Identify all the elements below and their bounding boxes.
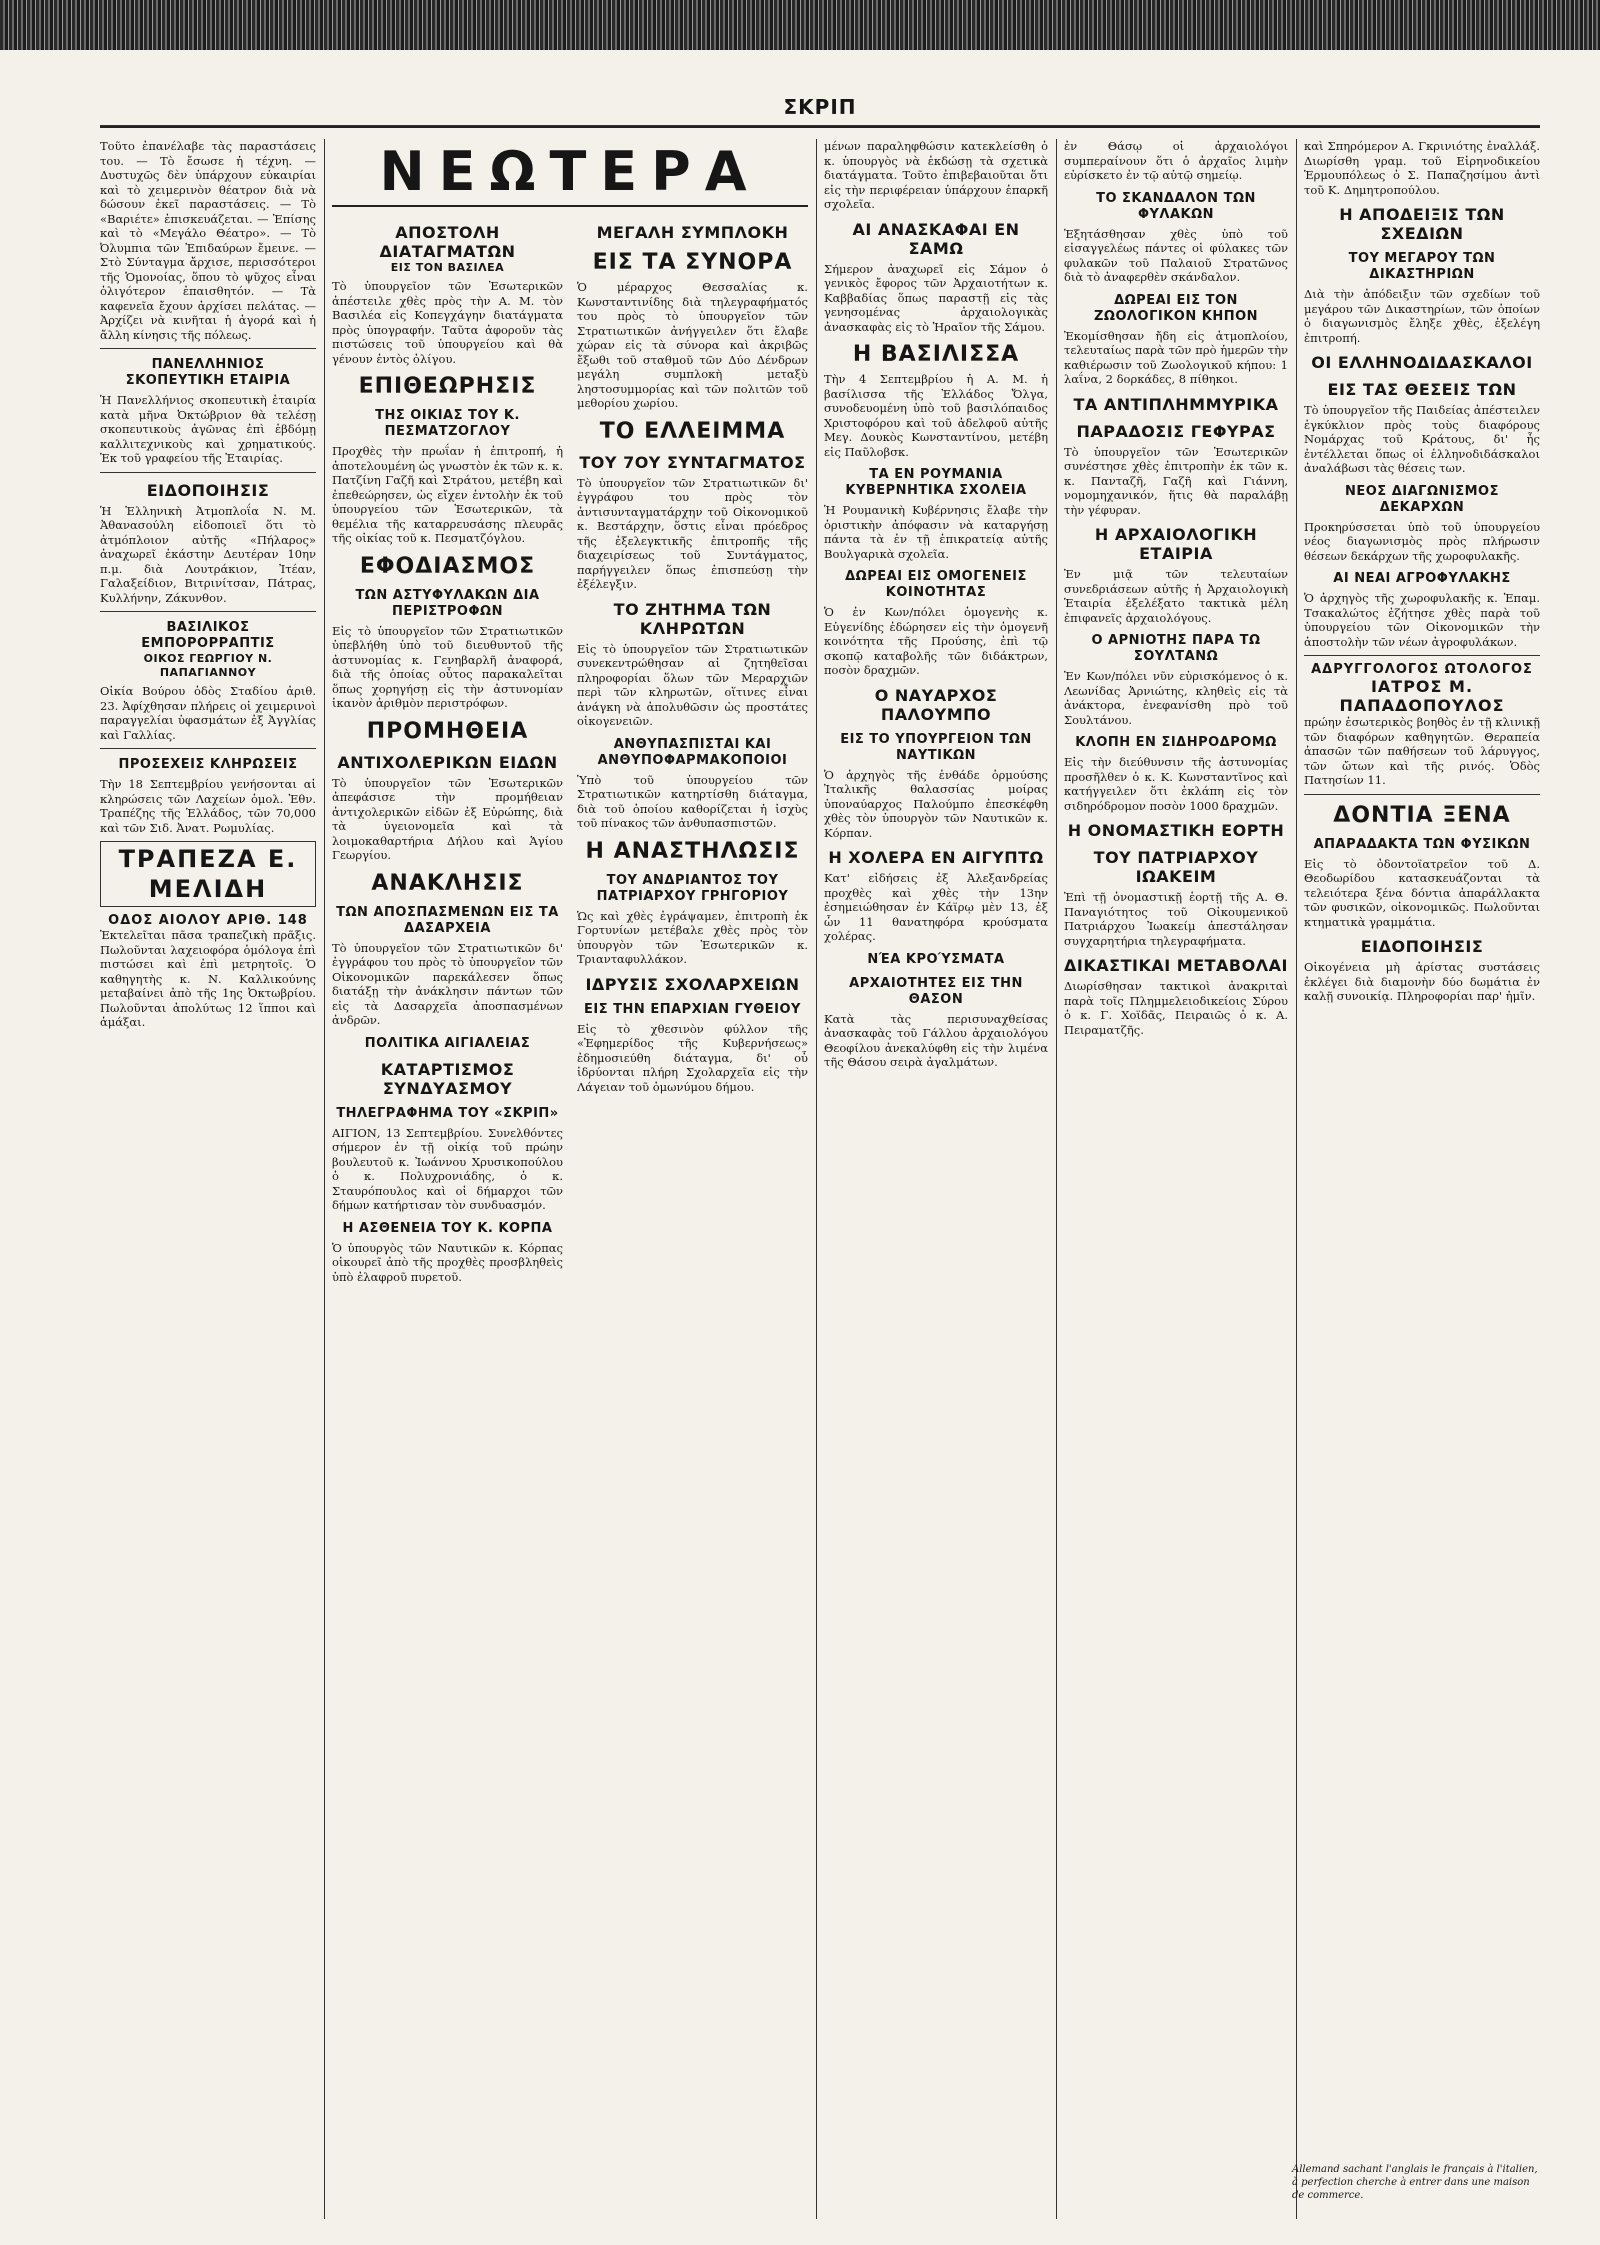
scan-top-edge — [0, 0, 1600, 50]
article-text: Ὁ ἀρχηγὸς τῆς ἐνθάδε ὁρμούσης Ἰταλικῆς θαλασσίας μοίρας ὑποναύαρχος Παλούμπο ἐπεσκέφθη χθὲς τὸν ὑπουργὸν τῶν Ναυτικῶν κ. Κόρπαν. — [824, 767, 1048, 840]
column-rule — [816, 139, 817, 2219]
headline: Ο ΑΡΝΙΟΤΗΣ ΠΑΡΑ ΤΩ ΣΟΥΛΤΑΝΩ — [1091, 633, 1261, 664]
headline-subline: ΤΗΣ ΟΙΚΙΑΣ ΤΟΥ Κ. ΠΕΣΜΑΤΖΟΓΛΟΥ — [375, 408, 520, 439]
article-text: Τὴν 4 Σεπτεμβρίου ἡ Α. Μ. ἡ βασίλισσα τῆς Ἑλλάδος Ὄλγα, συνοδευομένη ὑπὸ τοῦ βασιλόπαιδος Χριστοφόρου καὶ τοῦ ἀδελφοῦ αὐτῆς Μεγ. Δουκὸς Κωνσταντίνου, μετέβη εἰς Παῦλοβσκ. — [824, 372, 1048, 459]
headline-subline: ΝΈΑ ΚΡΟΎΣΜΑΤΑ — [867, 951, 1005, 967]
headline: ΑΙ ΑΝΑΣΚΑΦΑΙ ΕΝ ΣΑΜΩ — [852, 219, 1020, 258]
headline-subline: ΟΙΚΟΣ ΓΕΩΡΓΙΟΥ Ν. ΠΑΠΑΓΙΑΝΝΟΥ — [143, 652, 273, 679]
headline: ΟΙ ΕΛΛΗΝΟΔΙΔΑΣΚΑΛΟΙ — [1311, 353, 1533, 372]
column-rule — [324, 139, 325, 2219]
article-text: Ἡ Ρουμανικὴ Κυβέρνησις ἔλαβε τὴν ὁριστικὴν ἀπόφασιν νὰ καταργήσῃ πάντα τὰ ἐν τῇ ἐπικρατείᾳ αὐτῆς Βουλγαρικὰ σχολεῖα. — [824, 503, 1048, 561]
headline: ΠΑΝΕΛΛΗΝΙΟΣ ΣΚΟΠΕΥΤΙΚΗ ΕΤΑΙΡΙΑ — [125, 357, 291, 388]
column-5 — [1064, 139, 1288, 2219]
headline: Ο ΝΑΥΑΡΧΟΣ ΠΑΛΟΥΜΠΟ — [874, 685, 998, 724]
article-text: ΑΙΓΙΟΝ, 13 Σεπτεμβρίου. Συνελθόντες σήμερον ἐν τῇ οἰκίᾳ τοῦ πρώην βουλευτοῦ κ. Ἰωάννου Χρυσικοπούλου ὁ κ. Πολυχρονιάδης, ὁ κ. Σταυρόπουλος καὶ οἱ δήμαρχοι τῶν δήμων κατήρτισαν τὸν συνδυασμόν. — [332, 1125, 563, 1212]
article-text: Διωρίσθησαν τακτικοὶ ἀνακριταὶ παρὰ τοῖς Πλημμελειοδικείοις Σύρου ὁ κ. Γ. Χοϊδᾶς, Πειραιῶς ὁ κ. Α. Πειραματζῆς. — [1064, 979, 1288, 1037]
headline: ΤΑ ΕΝ ΡΟΥΜΑΝΙΑ ΚΥΒΕΡΝΗΤΙΚΑ ΣΧΟΛΕΙΑ — [845, 467, 1027, 498]
article-text: Ὑπὸ τοῦ ὑπουργείου τῶν Στρατιωτικῶν κατηρτίσθη διάταγμα, διὰ τοῦ ὁποίου καθορίζεται ἡ ἰσχὺς τοῦ πίνακος τῶν ἀνθυπασπιστῶν. — [577, 772, 808, 830]
article-text: Ὡς καὶ χθὲς ἐγράψαμεν, ἐπιτροπὴ ἐκ Γορτυνίων μετέβαλε χθὲς πρὸς τὸν ὑπουργὸν τῶν Ἐσωτερικῶν κ. Τριανταφυλλάκον. — [577, 908, 808, 966]
headline-subline: ΑΠΑΡΑΔΑΚΤΑ ΤΩΝ ΦΥΣΙΚΩΝ — [1313, 836, 1531, 852]
article-text: Τὸ ὑπουργεῖον τῶν Στρατιωτικῶν δι' ἐγγράφου του πρὸς τὸ ὑπουργεῖον τῶν Οἰκονομικῶν παρεκάλεσεν ὅπως διατάξῃ τὴν ἀνάκλησιν πάντων τῶν εἰς τὰ Δασαρχεῖα ἀποσπασμένων ἀνδρῶν. — [332, 940, 563, 1027]
headline: ΑΝΘΥΠΑΣΠΙΣΤΑΙ ΚΑΙ ΑΝΘΥΠΟΦΑΡΜΑΚΟΠΟΙΟΙ — [597, 736, 788, 768]
article-text: Τὸ ὑπουργεῖον τῶν Ἐσωτερικῶν ἀπέστειλε χθὲς πρὸς τὴν Α. Μ. τὸν Βασιλέα εἰς Κοπεγχάγην διατάγματα πρὸς ὑπογραφήν. Ταῦτα ἀφοροῦν τὰς πιστώσεις τοῦ ὑπουργείου καὶ θὰ γένουν ἐντὸς ὀλίγου. — [332, 279, 563, 366]
headline-line: ΜΕΓΑΛΗ ΣΥΜΠΛΟΚΗ — [596, 223, 789, 242]
headline: Η ΑΠΟΔΕΙΞΙΣ ΤΩΝ ΣΧΕΔΙΩΝ — [1339, 205, 1505, 243]
headline: ΕΠΙΘΕΩΡΗΣΙΣ — [358, 374, 537, 399]
article-text: Τὸ ὑπουργεῖον τῶν Στρατιωτικῶν δι' ἐγγράφου του πρὸς τὸν ἀντισυνταγματάρχην τοῦ Οἰκονομικοῦ κ. Βεστάρχην, ὅστις εἶναι πρόεδρος τῆς ἐξελεγκτικῆς ἐπιτροπῆς τῆς διαχειρίσεως τοῦ Συντάγματος, παρήγγειλεν ὅπως ἐπισπεύσῃ τὴν ἐξέλεγξιν. — [577, 475, 808, 591]
headline: Η ΟΝΟΜΑΣΤΙΚΗ ΕΟΡΤΗ — [1067, 821, 1285, 840]
headline: Η ΧΟΛΕΡΑ ΕΝ ΑΙΓΥΠΤΩ — [828, 848, 1044, 867]
article-text: Ἐκτελεῖται πᾶσα τραπεζικὴ πρᾶξις. Πωλοῦνται λαχειοφόρα ὁμόλογα ἐπὶ πιστώσει καὶ ἐπὶ μετρητοῖς. Ὁ καθηγητὴς κ. Ν. Καλλικούνης μεταβαίνει ἀπὸ τῆς 1ης Ὀκτωβρίου. Πωλοῦνται ἀπολύτως 12 ἵπποι καὶ ἁμάξαι. — [100, 928, 316, 1029]
article-text: Ἐν μιᾷ τῶν τελευταίων συνεδριάσεων αὐτῆς ἡ Ἀρχαιολογικὴ Ἑταιρία ἐξελέξατο τακτικὰ μέλη ἐπιφανεῖς ἀρχαιολόγους. — [1064, 567, 1288, 625]
headline — [100, 620, 316, 680]
headline: ΤΑ ΑΝΤΙΠΛΗΜΜΥΡΙΚΑ — [1073, 394, 1279, 414]
doctor-ad-title: ΑΔΡΥΓΓΟΛΟΓΟΣ ΩΤΟΛΟΓΟΣ — [1311, 662, 1533, 677]
headline: ΕΦΟΔΙΑΣΜΟΣ — [359, 553, 536, 579]
headline-subline: ΑΝΤΙΧΟΛΕΡΙΚΩΝ ΕΙΔΩΝ — [337, 752, 558, 772]
divider — [100, 611, 316, 612]
article-text: Εἰς τὴν διεύθυνσιν τῆς ἀστυνομίας προσῆλθεν ὁ κ. Κ. Κωνσταντῖνος καὶ κατήγγειλεν ὅτι ἐκλάπη εἰς τὸν σιδηρόδρομον ποσὸν 1000 δραχμῶν. — [1064, 755, 1288, 813]
column-rule — [1056, 139, 1057, 2219]
article-text: Σήμερον ἀναχωρεῖ εἰς Σάμον ὁ γενικὸς ἔφορος τῶν Ἀρχαιοτήτων κ. Καββαδίας ὅπως παραστῇ εἰς τὰς γενησομένας ἀρχαιολογικὰς ἀνασκαφὰς εἰς τὸ Ἡραῖον τῆς Σάμου. — [824, 261, 1048, 334]
headline: ΠΟΛΙΤΙΚΑ ΑΙΓΙΑΛΕΙΑΣ — [364, 1035, 531, 1051]
article-text: Ὁ ἀρχηγὸς τῆς χωροφυλακῆς κ. Ἐπαμ. Τσακαλώτος ἐζήτησε χθὲς παρὰ τοῦ ὑπουργείου τῶν Οἰκονομικῶν τὴν ἀποστολὴν τῶν νέων ἀγροφυλάκων. — [1304, 591, 1540, 649]
doctor-ad-name: ΙΑΤΡΟΣ Μ. ΠΑΠΑΔΟΠΟΥΛΟΣ — [1339, 677, 1505, 715]
headline: Η ΑΝΑΣΤΗΛΩΣΙΣ — [585, 838, 800, 864]
headline: Η ΑΣΘΕΝΕΙΑ ΤΟΥ Κ. ΚΟΡΠΑ — [342, 1220, 553, 1236]
masthead-rule — [100, 125, 1540, 128]
headline: ΤΟ ΕΛΛΕΙΜΜΑ — [599, 418, 786, 444]
article-text: Διὰ τὴν ἀπόδειξιν τῶν σχεδίων τοῦ μεγάρου τῶν Δικαστηρίων, τῶν ὁποίων ὁ διαγωνισμὸς ἔληξε χθὲς, ἐξελέγη ἐπιτροπή. — [1304, 287, 1540, 345]
column-3 — [577, 215, 808, 1288]
column-2 — [332, 215, 563, 1288]
headline: ΠΡΟΣΕΧΕΙΣ ΚΛΗΡΩΣΕΙΣ — [118, 757, 298, 772]
article-text: Τὸ ὑπουργεῖον τῶν Ἐσωτερικῶν συνέστησε χθὲς ἐπιτροπὴν ἐκ τῶν κ. κ. Πανταζῆ, Γαζῆ καὶ Γιάννη, νομομηχανικόν, ἥτις θὰ παραλάβῃ τὴν γέφυραν. — [1064, 444, 1288, 517]
divider — [1304, 794, 1540, 795]
column-rule — [1296, 139, 1297, 2219]
headline-line: ΑΠΟΣΤΟΛΗ ΔΙΑΤΑΓΜΑΤΩΝ — [379, 223, 516, 261]
article-text: Οἰκία Βούρου ὁδὸς Σταδίου ἀριθ. 23. Ἀφίχθησαν πλήρεις οἱ χειμερινοὶ παραγγελίαι ὑφασμάτων ἐξ Ἀγγλίας καὶ Γαλλίας. — [100, 684, 316, 742]
article-text: Ἐκομίσθησαν ἤδη εἰς ἀτμοπλοίου, τελευταίως παρὰ τῶν πρὸ ἡμερῶν τὴν καθιέρωσιν τοῦ Ζωολογικοῦ κήπου: 1 λαΐνα, 2 δορκάδες, 8 πίθηκοι. — [1064, 328, 1288, 386]
article-text: Τὸ ὑπουργεῖον τῶν Ἐσωτερικῶν ἀπεφάσισε τὴν προμήθειαν ἀντιχολερικῶν εἰδῶν ἐξ Εὐρώπης, διὰ τὰ ὑγειονομεῖα καὶ τὰ λοιμοκαθαρτήρια Δήλου καὶ Ἁγίου Γεωργίου. — [332, 775, 563, 862]
headline: ΑΙ ΝΕΑΙ ΑΓΡΟΦΥΛΑΚΗΣ — [1333, 571, 1511, 586]
article-text: Ἡ Πανελλήνιος σκοπευτικὴ ἑταιρία κατὰ μῆνα Ὀκτώβριον θὰ τελέσῃ σκοπευτικοὺς ἀγῶνας ἐπὶ ἑβδόμῃ καλλιτεχνικοὺς καὶ χρηματικούς. Ἐκ τοῦ γραφείου τῆς Ἑταιρίας. — [100, 393, 316, 465]
divider — [100, 748, 316, 749]
headline — [332, 223, 563, 275]
headline-subline: ΤΟΥ 7ΟΥ ΣΥΝΤΑΓΜΑΤΟΣ — [579, 452, 806, 472]
article-text: πρώην ἐσωτερικὸς βοηθὸς ἐν τῇ κλινικῇ τῶν διαφόρων καθηγητῶν. Θεραπεία ἁπασῶν τῶν παθήσεων τοῦ λάρυγγος, τῶν ὤτων καὶ τῆς ρινός. Ὁδὸς Πατησίων 11. — [1304, 715, 1540, 787]
divider — [100, 348, 316, 349]
headline: ΑΡΧΑΙΟΤΗΤΕΣ ΕΙΣ ΤΗΝ ΘΑΣΟΝ — [849, 975, 1023, 1007]
headline-subline: ΕΙΣ ΤΗΝ ΕΠΑΡΧΙΑΝ ΓΥΘΕΙΟΥ — [584, 1001, 801, 1017]
article-text: Προκηρύσσεται ὑπὸ τοῦ ὑπουργείου νέος διαγωνισμὸς πρὸς πλήρωσιν θέσεων δεκάρχων τῆς χωροφυλακῆς. — [1304, 519, 1540, 563]
headline-subline: ΕΙΣ ΤΟΝ ΒΑΣΙΛΕΑ — [390, 261, 505, 274]
newspaper-page — [100, 95, 1540, 2225]
article-text: Τὸ ὑπουργεῖον τῆς Παιδείας ἀπέστειλεν ἐγκύκλιον πρὸς τοὺς διαφόρους Νομάρχας τοῦ Κράτους, δι' ἧς ἐντέλλεται ὅπως οἱ ἑλληνοδιδάσκαλοι ἀναλάβωσι τὰς θέσεις των. — [1304, 403, 1540, 475]
divider — [100, 472, 316, 473]
columns — [100, 139, 1540, 2219]
headline-subline: ΤΟΥ ΠΑΤΡΙΑΡΧΟΥ ΙΩΑΚΕΙΜ — [1093, 848, 1259, 886]
article-text: Ὁ ὑπουργὸς τῶν Ναυτικῶν κ. Κόρπας οἰκουρεῖ ἀπὸ τῆς προχθὲς προσβληθεὶς ὑπὸ ἐλαφροῦ πυρετοῦ. — [332, 1240, 563, 1284]
article-text: Ὁ μέραρχος Θεσσαλίας κ. Κωνσταντινίδης διὰ τηλεγραφήματός του πρὸς τὸ ὑπουργεῖον τῶν Στρατιωτικῶν ἀνήγγειλεν ὅτι ἔλαβε χώραν εἰς τὰ σύνορα καὶ ἀκριβῶς ἔξωθι τοῦ σταθμοῦ τῶν Δύο Δένδρων μεγάλη συμπλοκὴ μεταξὺ ληστοσυμμορίας καὶ τῶν πολιτῶν τοῦ μεθορίου χωρίου. — [577, 280, 808, 410]
article-text: Ὁ ἐν Κων/πόλει ὁμογενὴς κ. Εὐγενίδης ἐδώρησεν εἰς τὴν ὁμογενῆ κοινότητα τῆς Προύσης, ἐπὶ τῷ σκοπῷ καταβολῆς τῶν διδάκτρων, ποσὸν δραχμῶν. — [824, 605, 1048, 677]
article-text: Ἐπὶ τῇ ὀνομαστικῇ ἑορτῇ τῆς Α. Θ. Παναγιότητος τοῦ Οἰκουμενικοῦ Πατριάρχου Ἰωακείμ ἀπεστάλησαν συγχαρητήρια τηλεγραφήματα. — [1064, 890, 1288, 948]
article-text: Τοῦτο ἐπανέλαβε τὰς παραστάσεις του. — Τὸ ἔσωσε ἡ τέχνη. — Δυστυχῶς δὲν ὑπάρχουν εὐκαιρίαι καὶ τὸ χειμερινὸν θέατρον διὰ νὰ δώσουν ἐκεῖ παραστάσεις. — Τὸ «Βαριέτε» ἐπισκευάζεται. — Ἐπίσης καὶ τὸ «Μεγάλο Θέατρο». — Τὸ Ὀλυμπια τῶν Ἐπιδαύρων ἔμεινε. — Στὸ Σύνταγμα ἄρχισε, περισσότεροι τῆς Ὁμονοίας, ὅπου τὸ ψῦχος εἶναι ὀλιγότερον ἐπαισθητόν. — Τὰ καφενεῖα ἔχουν ἀρχίσει πελάτας. — Ἀρχίζει νὰ κινῆται ἡ ἀγορά καὶ ἡ ἄλλη κίνησις τῆς πόλεως. — [100, 139, 316, 342]
article-text: καὶ Σπηρόμερον Α. Γκρινιότης ἐναλλάξ. Διωρίσθη γραμ. τοῦ Εἰρηνοδικείου Ἑρμουπόλεως ὁ Σ. Παπαζησίμου ἀντὶ τοῦ Κ. Δημητροπούλου. — [1304, 139, 1540, 197]
headline — [577, 223, 808, 242]
article-text: ἐν Θάσῳ οἱ ἀρχαιολόγοι συμπεραίνουν ὅτι ὁ ἀρχαῖος λιμὴν εὑρίσκετο ἐν τῷ αὐτῷ σημείῳ. — [1064, 139, 1288, 182]
headline: ΔΩΡΕΑΙ ΕΙΣ ΤΟΝ ΖΩΟΛΟΓΙΚΟΝ ΚΗΠΟΝ — [1093, 292, 1259, 324]
headline: ΑΝΑΚΛΗΣΙΣ — [371, 870, 524, 896]
headline: ΕΙΔΟΠΟΙΗΣΙΣ — [1360, 937, 1484, 956]
headline-subline: ΕΙΣ ΤΑΣ ΘΕΣΕΙΣ ΤΩΝ — [1327, 380, 1517, 399]
headline: ΤΟ ΣΚΑΝΔΑΛΟΝ ΤΩΝ ΦΥΛΑΚΩΝ — [1096, 190, 1256, 222]
divider — [1304, 655, 1540, 656]
article-text: Ἡ Ἑλληνικὴ Ἀτμοπλοΐα Ν. Μ. Ἀθανασούλη εἰδοποιεῖ ὅτι τὸ ἀτμόπλοιον αὐτῆς «Πήλαρος» ἀναχωρεῖ ἐκάστην Δευτέραν 10ην π.μ. διὰ Λουτράκιον, Ἰτέαν, Γαλαξείδιον, Βιτρινίτσαν, Πάτρας, Κυλλήνην, Ζάκυνθον. — [100, 503, 316, 605]
article-text: Οἰκογένεια μὴ ἀρίστας συστάσεις ἐκλέγει διὰ διαμονὴν δύο δωμάτια ἐν καλῇ συνοικίᾳ. Πληροφορίαι παρ' ἡμῖν. — [1304, 960, 1540, 1003]
headline: ΠΡΟΜΗΘΕΙΑ — [366, 718, 529, 744]
bank-ad-title: ΤΡΑΠΕΖΑ Ε. ΜΕΛΙΔΗ — [100, 841, 316, 907]
headline-subline: ΤΩΝ ΑΠΟΣΠΑΣΜΕΝΩΝ ΕΙΣ ΤΑ ΔΑΣΑΡΧΕΙΑ — [336, 904, 559, 936]
news-section — [332, 139, 808, 2219]
headline: Η ΒΑΣΙΛΙΣΣΑ — [852, 342, 1020, 367]
article-text: Εἰς τὸ ὑπουργεῖον τῶν Στρατιωτικῶν ὑπεβλήθη ὑπὸ τοῦ διευθυντοῦ τῆς ἀστυνομίας κ. Γενηβαρλῆ ἀναφορά, διὰ τῆς ὁποίας οὗτος παρακαλεῖται ὅπως χορηγήσῃ εἰς τὴν ἀστυνομίαν ἱκανὸν ἀριθμὸν περιστρόφων. — [332, 623, 563, 710]
article-text: Τὴν 18 Σεπτεμβρίου γενήσονται αἱ κληρώσεις τῶν Λαχείων ὁμολ. Ἐθν. Τραπέζης τῆς Ἑλλάδος, τῶν 70,000 καὶ τῶν Σιδ. Ἀνατ. Ρωμυλίας. — [100, 777, 316, 835]
headline-subline: ΤΗΛΕΓΡΑΦΗΜΑ ΤΟΥ «ΣΚΡΙΠ» — [336, 1105, 559, 1121]
headline-subline: ΤΟΥ ΜΕΓΑΡΟΥ ΤΩΝ ΔΙΚΑΣΤΗΡΙΩΝ — [1348, 251, 1496, 282]
headline-subline: ΕΙΣ ΤΑ ΣΥΝΟΡΑ — [592, 250, 793, 275]
headline-subline: ΤΩΝ ΑΣΤΥΦΥΛΑΚΩΝ ΔΙΑ ΠΕΡΙΣΤΡΟΦΩΝ — [355, 587, 540, 619]
column-6 — [1304, 139, 1540, 2219]
headline-subline: ΕΙΣ ΤΟ ΥΠΟΥΡΓΕΙΟΝ ΤΩΝ ΝΑΥΤΙΚΩΝ — [840, 731, 1032, 763]
masthead-title: ΣΚΡΙΠ — [783, 95, 857, 119]
article-text: Εἰς τὸ ὑπουργεῖον τῶν Στρατιωτικῶν συνεκεντρώθησαν αἱ ζητηθεῖσαι πληροφορίαι ὅλων τῶν Μεραρχιῶν περὶ τῶν κληρωτῶν, οἵτινες εἶναι ἀνάγκη νὰ ἀπολυθῶσιν ὡς προστάτες οἰκογενειῶν. — [577, 641, 808, 728]
article-text: Κατ' εἰδήσεις ἐξ Ἀλεξανδρείας προχθὲς καὶ χθὲς τὴν 13ην ἐσημειώθησαν ἐν Κάϊρῳ μὲν 13, ἐξ ὧν 11 θανατηφόρα κρούσματα χολέρας. — [824, 871, 1048, 943]
article-text: Εἰς τὸ ὀδοντοϊατρεῖον τοῦ Δ. Θεοδωρίδου κατασκευάζονται τὰ τελειότερα ξένα δόντια ἀπαράλλακτα τῶν φυσικῶν, οἰκονομικῶς. Πωλοῦνται κτηματικὰ γραμμάτια. — [1304, 856, 1540, 929]
headline: ΙΔΡΥΣΙΣ ΣΧΟΛΑΡΧΕΙΩΝ — [585, 974, 800, 994]
article-text: Ἐξητάσθησαν χθὲς ὑπὸ τοῦ εἰσαγγελέως πάντες οἱ φύλακες τῶν φυλακῶν τοῦ Παλαιοῦ Στρατῶνος διὰ τὸ ἀναφερθὲν σκάνδαλον. — [1064, 226, 1288, 284]
headline: ΝΕΟΣ ΔΙΑΓΩΝΙΣΜΟΣ ΔΕΚΑΡΧΩΝ — [1345, 483, 1499, 515]
headline: ΔΩΡΕΑΙ ΕΙΣ ΟΜΟΓΕΝΕΙΣ ΚΟΙΝΟΤΗΤΑΣ — [845, 569, 1027, 600]
headline-subline: ΚΑΤΑΡΤΙΣΜΟΣ ΣΥΝΔΥΑΣΜΟΥ — [380, 1059, 515, 1098]
article-text: Κατὰ τὰς περισυναχθείσας ἀνασκαφὰς τοῦ Γάλλου ἀρχαιολόγου Θεοφίλου ἀνεκαλύφθη εἰς τὴν λιμένα τῆς Θάσου σειρὰ ἀγαλμάτων. — [824, 1011, 1048, 1069]
column-4 — [824, 139, 1048, 2219]
article-text: Εἰς τὸ χθεσινὸν φύλλον τῆς «Ἐφημερίδος τῆς Κυβερνήσεως» ἐδημοσιεύθη διάταγμα, δι' οὗ ἱδρύονται πλήρη Σχολαρχεῖα εἰς τὴν Λάγειαν τοῦ ὁμωνύμου δήμου. — [577, 1021, 808, 1094]
headline-subline: ΠΑΡΑΔΟΣΙΣ ΓΕΦΥΡΑΣ — [1076, 421, 1276, 441]
article-text: Προχθὲς τὴν πρωΐαν ἡ ἐπιτροπή, ἡ ἀποτελουμένη ὡς γνωστὸν ἐκ τῶν κ. κ. Πατζίνη Γαζῆ καὶ Στράτου, μετέβη καὶ ἐπεθεώρησεν, ὡς εἴχεν ἐντολὴν ἐκ τοῦ ὑπουργείου τῶν Ἐσωτερικῶν, τὰ θεμέλια τῆς καταρρευσάσης πλευρᾶς τῆς οἰκίας τοῦ κ. Πεσματζόγλου. — [332, 444, 563, 545]
headline: ΚΛΟΠΗ ΕΝ ΣΙΔΗΡΟΔΡΟΜΩ — [1075, 735, 1277, 750]
headline: ΤΟ ΖΗΤΗΜΑ ΤΩΝ ΚΛΗΡΩΤΩΝ — [613, 599, 772, 638]
masthead — [100, 95, 1540, 129]
article-text: Ἐν Κων/πόλει νῦν εὑρισκόμενος ὁ κ. Λεωνίδας Ἀρνιώτης, κληθεὶς εἰς τὰ ἀνάκτορα, ἐνεφανίσθη πρὸ τοῦ Σουλτάνου. — [1064, 669, 1288, 727]
french-classified-ad: Allemand sachant l'anglais le français à l'italien, à perfection cherche à entrer dans une maison de commerce. — [1292, 2164, 1538, 2201]
section-banner: ΝΕΩΤΕΡΑ — [332, 139, 808, 207]
headline: ΕΙΔΟΠΟΙΗΣΙΣ — [146, 480, 270, 500]
headline: ΔΟΝΤΙΑ ΞΕΝΑ — [1333, 802, 1511, 828]
article-text: μένων παραληφθώσιν κατεκλείσθη ὁ κ. ὑπουργὸς νὰ ἐκδώσῃ τὰ σχετικὰ διατάγματα. Τοῦτο ἐπιβεβαιοῦται ὅτι εἰς τὴν περιφέρειαν ὑπάρχουν ἐπαρκῆ σχολεῖα. — [824, 139, 1048, 211]
column-1 — [100, 139, 316, 2219]
headline: ΔΙΚΑΣΤΙΚΑΙ ΜΕΤΑΒΟΛΑΙ — [1064, 956, 1288, 975]
bank-ad-address: ΟΔΟΣ ΑΙΟΛΟΥ ΑΡΙΘ. 148 — [108, 913, 308, 928]
headline-line: ΒΑΣΙΛΙΚΟΣ ΕΜΠΟΡΟΡΡΑΠΤΙΣ — [141, 620, 275, 651]
headline: Η ΑΡΧΑΙΟΛΟΓΙΚΗ ΕΤΑΙΡΙΑ — [1094, 525, 1258, 563]
headline-subline: ΤΟΥ ΑΝΔΡΙΑΝΤΟΣ ΤΟΥ ΠΑΤΡΙΑΡΧΟΥ ΓΡΗΓΟΡΙΟΥ — [596, 872, 789, 904]
